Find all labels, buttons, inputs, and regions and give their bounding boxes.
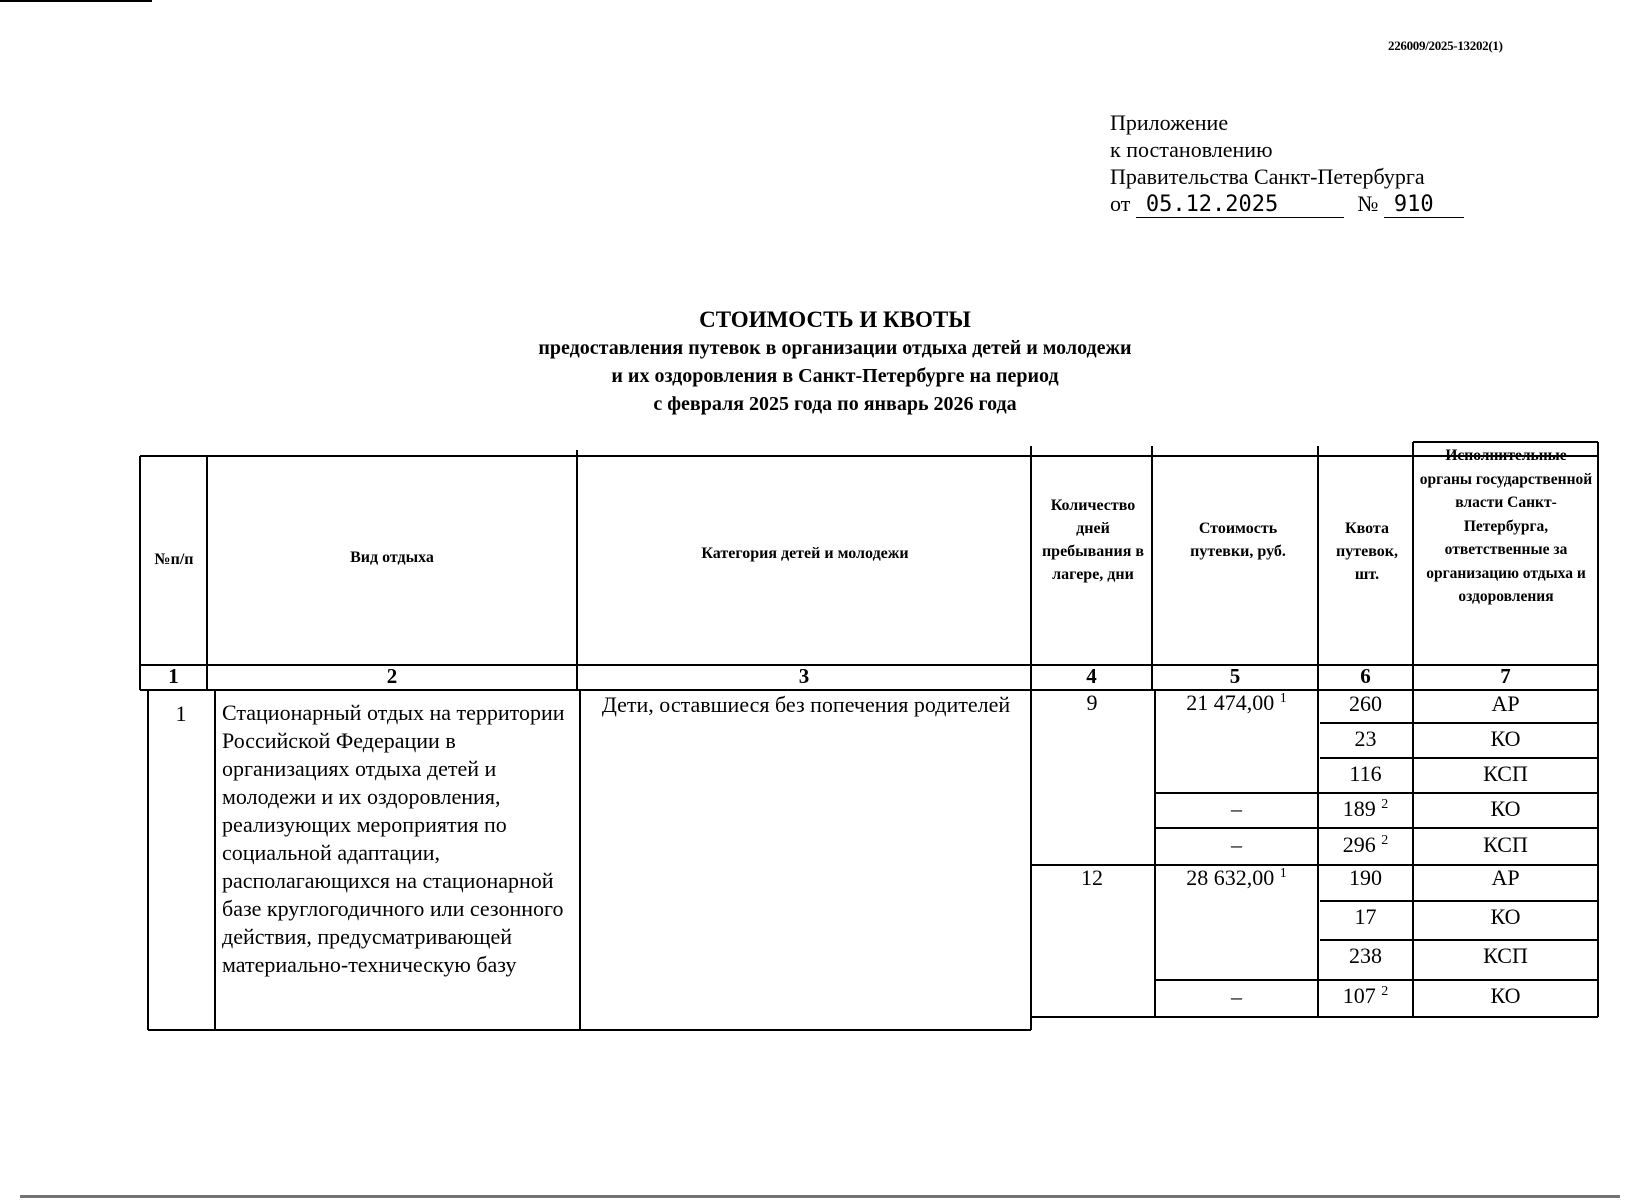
scan-edge <box>0 0 152 2</box>
column-number: 7 <box>1500 664 1511 688</box>
header-kind: Вид отдыха <box>350 549 434 566</box>
appendix-line-2: к постановлению <box>1110 137 1273 162</box>
quota-value: 189 <box>1342 796 1376 821</box>
cost-cell <box>1155 864 1318 892</box>
resolution-date: 05.12.2025 <box>1136 193 1344 218</box>
scan-edge <box>20 1195 1620 1198</box>
authority-cell: КО <box>1490 904 1521 929</box>
cost-footnote: 1 <box>1279 691 1287 706</box>
authority-cell: КО <box>1490 726 1521 751</box>
title-line-1: предоставления путевок в организации отдыха детей и молодежи <box>538 337 1132 359</box>
column-number: 4 <box>1086 664 1097 688</box>
quota-cell <box>1318 982 1413 1010</box>
kind-text: Стационарный отдых на территории Российской Федерации в организациях отдыха детей и молодежи и их оздоровления, реализующих мероприятия по социальной адаптации, располагающихся на стационарной базе круглогодичного или сезонного действия, предусматривающей материально-техническую базу <box>222 700 565 977</box>
days-12: 12 <box>1081 865 1103 890</box>
title-line-3: с февраля 2025 года по январь 2026 года <box>653 393 1017 415</box>
authority-cell: АР <box>1491 691 1520 716</box>
column-number: 1 <box>168 664 179 688</box>
quota-cell <box>1318 760 1413 788</box>
quota-cell <box>1318 903 1413 931</box>
document-number: 226009/2025-13202(1) <box>1388 38 1503 53</box>
quota-value: 107 <box>1342 983 1376 1008</box>
resolution-number: 910 <box>1384 193 1464 218</box>
quota-cell <box>1318 725 1413 753</box>
header-days: Количество дней пребывания в лагере, дни <box>1041 497 1145 583</box>
cost-cell <box>1155 689 1318 717</box>
header-category: Категория детей и молодежи <box>701 545 909 562</box>
quota-cell <box>1318 831 1413 859</box>
header-quota: Квота путевок, шт. <box>1336 520 1398 583</box>
quota-value: 296 <box>1342 832 1376 857</box>
cost-value: 21 474,00 <box>1186 690 1275 715</box>
cost-dash: – <box>1231 984 1242 1009</box>
quota-value: 238 <box>1349 943 1382 968</box>
authority-cell: КСП <box>1483 943 1528 968</box>
authority-cell: КСП <box>1483 832 1528 857</box>
category-text: Дети, оставшиеся без попечения родителей <box>601 692 1011 717</box>
quota-footnote: 2 <box>1381 984 1389 999</box>
appendix-line-1: Приложение <box>1110 110 1229 135</box>
row-number: 1 <box>175 701 187 726</box>
column-number: 6 <box>1360 664 1371 688</box>
quota-value: 23 <box>1354 726 1377 751</box>
quota-value: 17 <box>1354 904 1377 929</box>
quota-value: 190 <box>1349 865 1382 890</box>
column-number: 3 <box>798 664 810 688</box>
cost-dash: – <box>1231 832 1242 857</box>
cost-footnote: 1 <box>1279 866 1287 881</box>
header-authority: Исполнительные органы государственной власти Санкт-Петербурга, ответственные за организацию отдыха и оздоровления <box>1419 447 1593 605</box>
authority-cell: АР <box>1491 865 1520 890</box>
authority-cell: КСП <box>1483 761 1528 786</box>
title-main: СТОИМОСТЬ И КВОТЫ <box>699 307 971 332</box>
number-label: № <box>1357 191 1379 216</box>
column-number: 5 <box>1229 664 1241 688</box>
quota-cell <box>1318 795 1413 823</box>
cost-dash: – <box>1231 796 1242 821</box>
days-9: 9 <box>1086 690 1098 715</box>
column-number: 2 <box>386 664 398 688</box>
header-num: №п/п <box>154 551 194 568</box>
quota-footnote: 2 <box>1381 833 1389 848</box>
quota-cell <box>1318 690 1413 718</box>
header-cost: Стоимость путевки, руб. <box>1190 520 1286 560</box>
quota-cell <box>1318 864 1413 892</box>
appendix-line-3: Правительства Санкт-Петербурга <box>1110 164 1425 189</box>
quota-footnote: 2 <box>1381 797 1389 812</box>
title-line-2: и их оздоровления в Санкт-Петербурге на период <box>611 365 1059 387</box>
authority-cell: КО <box>1490 796 1521 821</box>
quota-cell <box>1318 942 1413 970</box>
quota-value: 116 <box>1349 761 1382 786</box>
quota-value: 260 <box>1349 691 1382 716</box>
cost-value: 28 632,00 <box>1186 865 1275 890</box>
authority-cell: КО <box>1490 983 1521 1008</box>
from-label: от <box>1110 191 1131 216</box>
